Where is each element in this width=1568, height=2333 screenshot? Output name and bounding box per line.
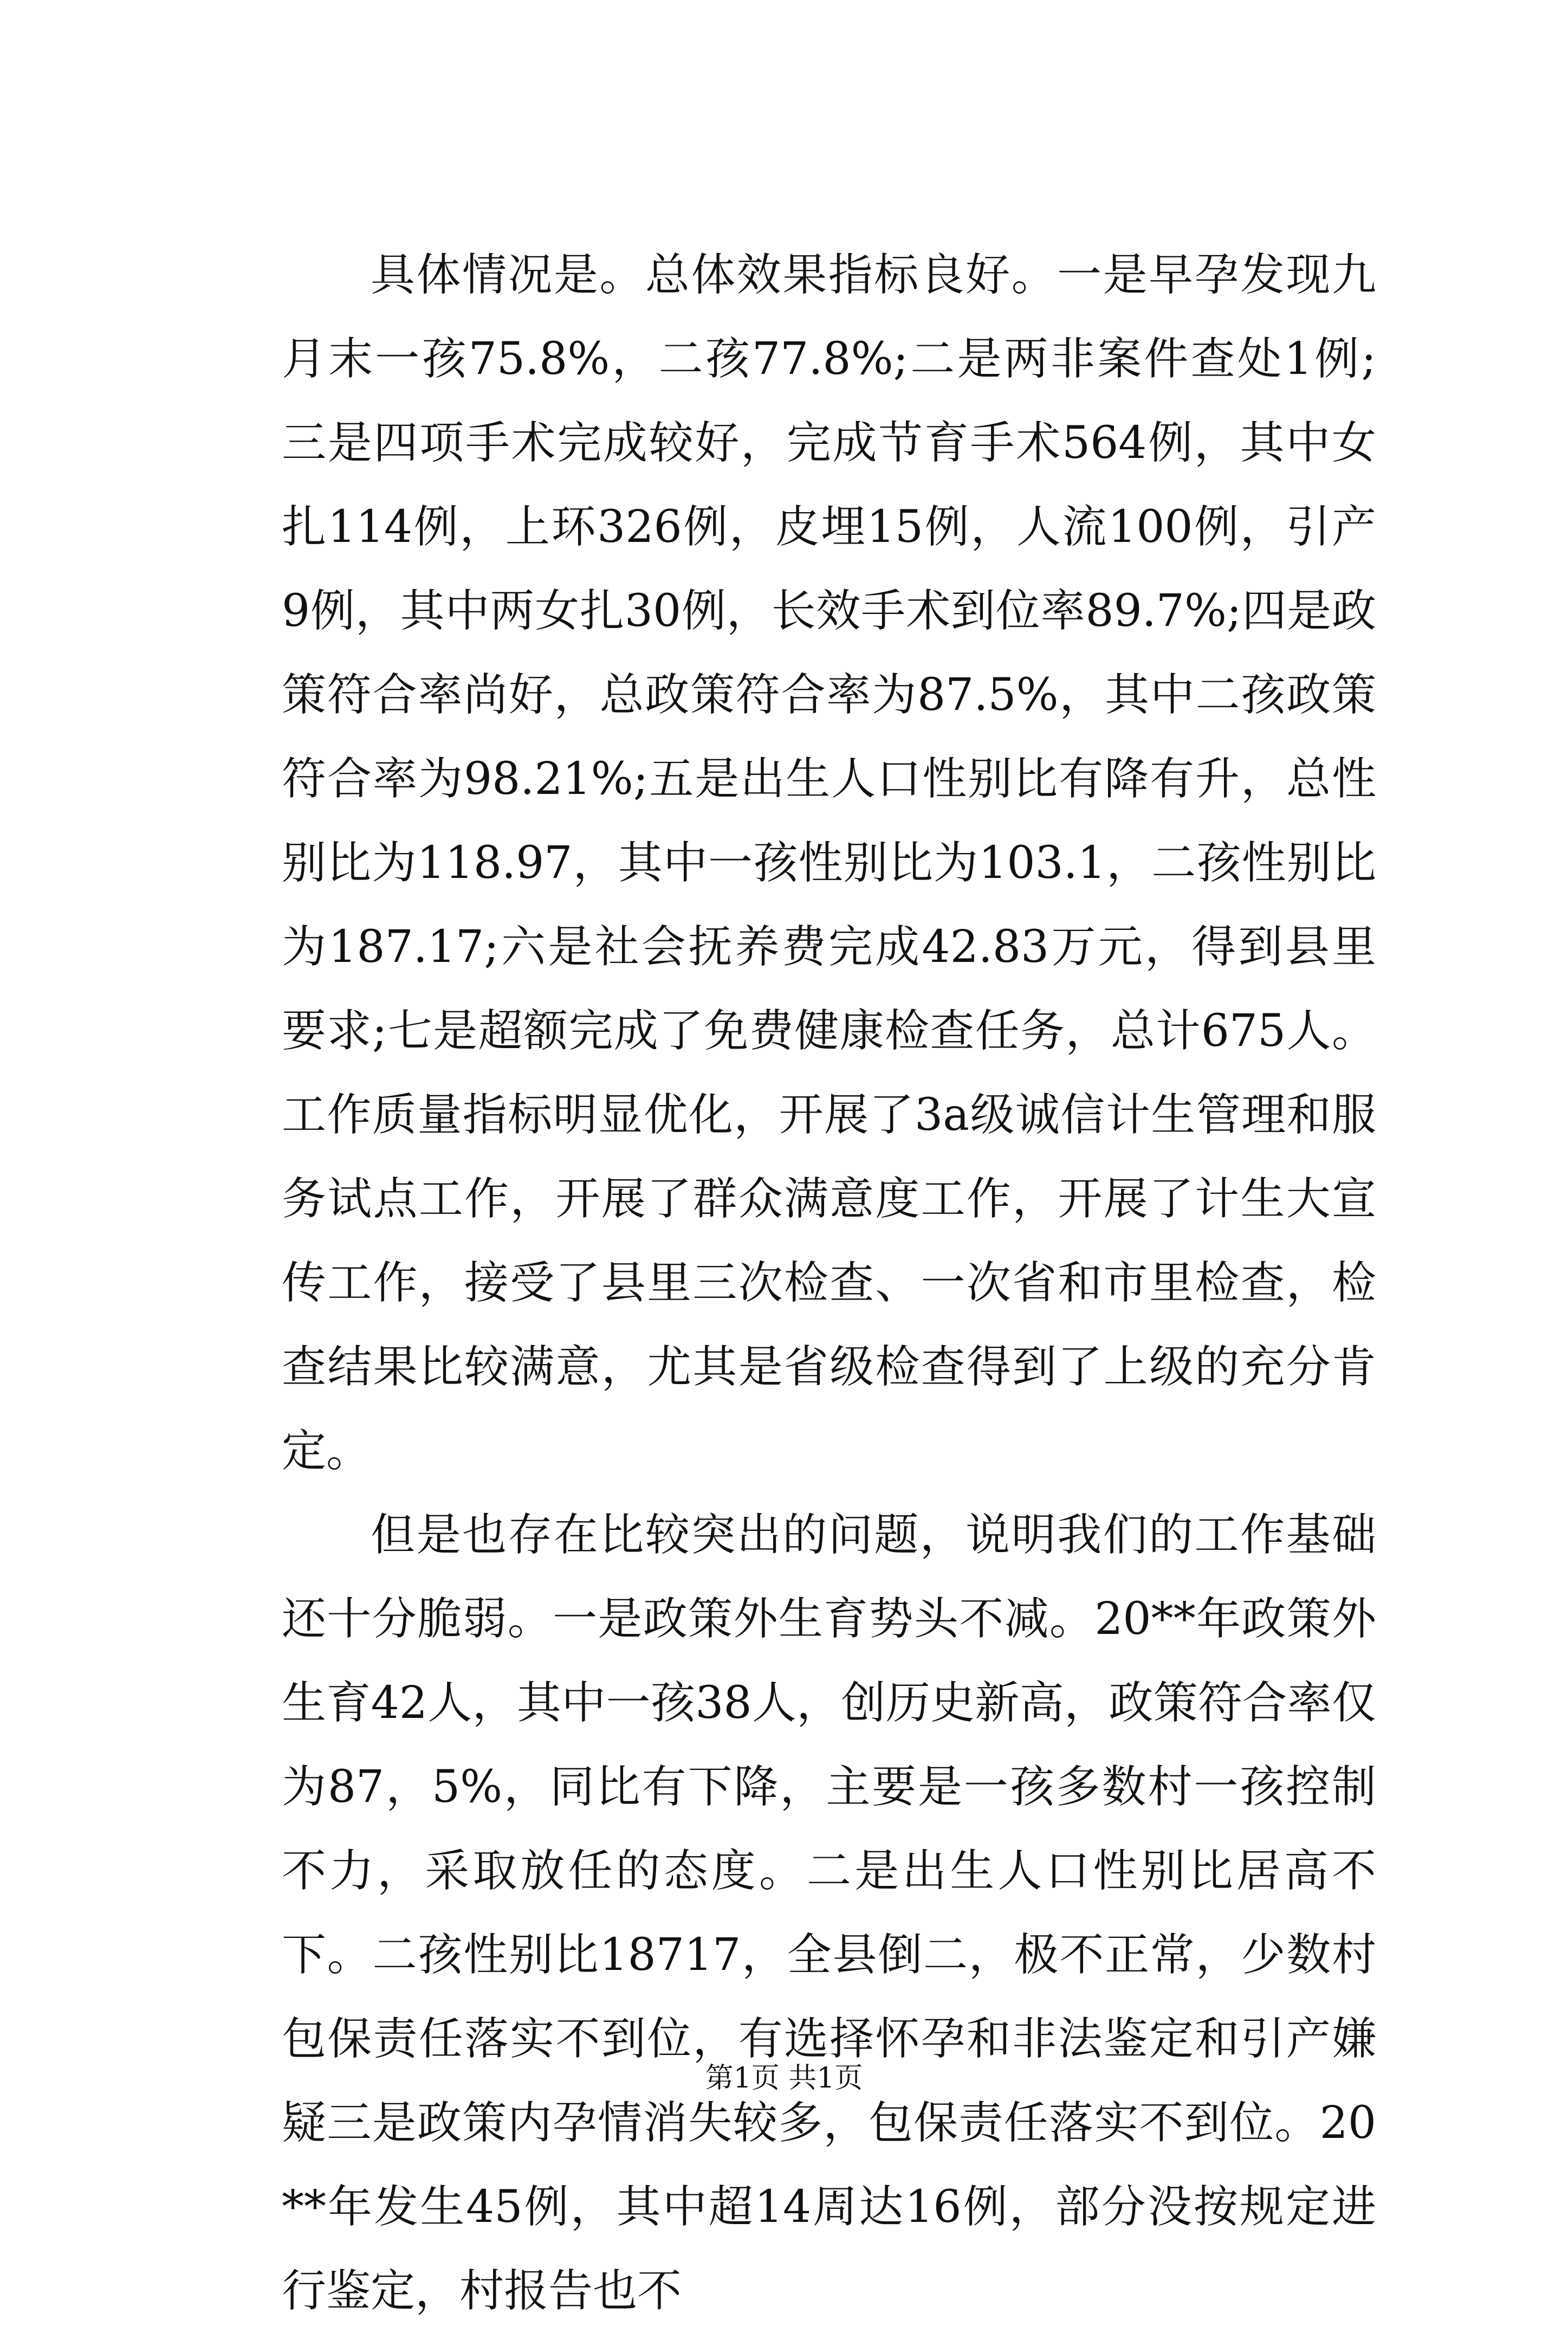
paragraph-1: 具体情况是。总体效果指标良好。一是早孕发现九月末一孩75.8%，二孩77.8%;二是两非案件查处1例;三是四项手术完成较好，完成节育手术564例，其中女扎114例，上环326例，皮埋15例，人流100例，引产9例，其中两女扎30例，长效手术到位率89.7%;四是政策符合率尚好，总政策符合率为87.5%，其中二孩政策符合率为98.21%;五是出生人口性别比有降有升，总性别比为118.97，其中一孩性别比为103.1，二孩性别比为187.17;六是社会抚养费完成42.83万元，得到县里要求;七是超额完成了免费健康检查任务，总计675人。工作质量指标明显优化，开展了3a级诚信计生管理和服务试点工作，开展了群众满意度工作，开展了计生大宣传工作，接受了县里三次检查、一次省和市里检查，检查结果比较满意，尤其是省级检查得到了上级的充分肯定。 <box>282 249 1376 1477</box>
document-body <box>282 233 1376 2333</box>
page-footer: 第1页 共1页 <box>705 2062 863 2095</box>
paragraph-2: 但是也存在比较突出的问题，说明我们的工作基础还十分脆弱。一是政策外生育势头不减。20**年政策外生育42人，其中一孩38人，创历史新高，政策符合率仅为87，5%，同比有下降，主要是一孩多数村一孩控制不力，采取放任的态度。二是出生人口性别比居高不下。二孩性别比18717，全县倒二，极不正常，少数村包保责任落实不到位，有选择怀孕和非法鉴定和引产嫌疑三是政策内孕情消失较多，包保责任落实不到位。20**年发生45例，其中超14周达16例，部分没按规定进行鉴定，村报告也不 <box>282 1509 1376 2317</box>
